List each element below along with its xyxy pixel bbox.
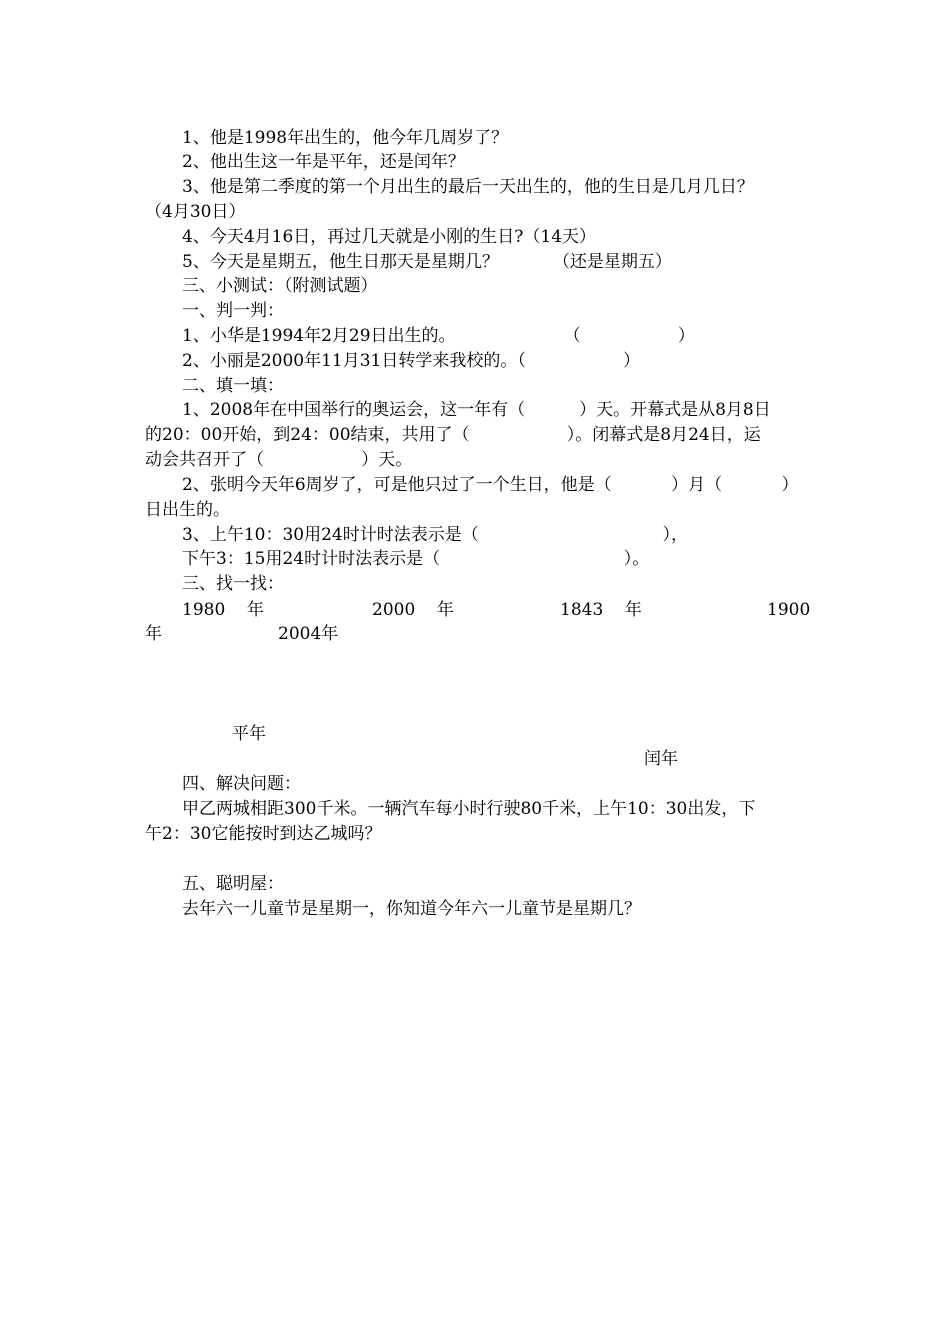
section-heading-test: 三、小测试：（附测试题） xyxy=(182,276,378,296)
fill-item-2-line-1: 2、张明今天年6周岁了，可是他只过了一个生日，他是（ ）月（ ） xyxy=(182,475,799,495)
year-1900-suffix: 年 xyxy=(145,624,162,644)
fill-item-1-line-3: 动会共召开了（ ）天。 xyxy=(145,450,413,470)
question-line-4: 4、今天4月16日，再过几天就是小刚的生日?（14天） xyxy=(182,227,597,247)
section-heading-smart-house: 五、聪明屋： xyxy=(182,874,284,894)
judge-item-2: 2、小丽是2000年11月31日转学来我校的。（ ） xyxy=(182,351,641,371)
solve-problem-line-2: 午2：30它能按时到达乙城吗？ xyxy=(145,824,382,844)
year-1900: 1900 xyxy=(767,600,811,620)
fill-item-1-line-2: 的20：00开始，到24：00结束，共用了（ ）。闭幕式是8月24日，运 xyxy=(145,425,761,445)
fill-item-3-line-2: 下午3：15用24时计时法表示是（ ）。 xyxy=(182,549,650,569)
fill-item-3-line-1: 3、上午10：30用24时计时法表示是（ ）， xyxy=(182,525,688,545)
question-line-3: 3、他是第二季度的第一个月出生的最后一天出生的，他的生日是几月几日？ xyxy=(182,177,754,197)
label-leap-year: 闰年 xyxy=(644,749,678,769)
section-heading-solve: 四、解决问题： xyxy=(182,774,301,794)
section-heading-find: 三、找一找： xyxy=(182,574,284,594)
year-1980: 1980 年 xyxy=(182,600,264,620)
label-common-year: 平年 xyxy=(232,724,266,744)
judge-item-1: 1、小华是1994年2月29日出生的。 （ ） xyxy=(182,326,695,346)
fill-item-2-line-2: 日出生的。 xyxy=(145,500,230,520)
question-line-5: 5、今天是星期五，他生日那天是星期几？ （还是星期五） xyxy=(182,252,672,272)
year-1843: 1843 年 xyxy=(560,600,642,620)
question-line-1: 1、他是1998年出生的，他今年几周岁了？ xyxy=(182,128,509,148)
fill-item-1-line-1: 1、2008年在中国举行的奥运会，这一年有（ ）天。开幕式是从8月8日 xyxy=(182,400,771,420)
year-2004: 2004年 xyxy=(278,624,339,644)
year-2000: 2000 年 xyxy=(372,600,454,620)
section-heading-judge: 一、判一判： xyxy=(182,301,284,321)
answer-line-3: （4月30日） xyxy=(145,202,246,222)
solve-problem-line-1: 甲乙两城相距300千米。一辆汽车每小时行驶80千米，上午10：30出发，下 xyxy=(182,799,756,819)
smart-house-question: 去年六一儿童节是星期一，你知道今年六一儿童节是星期几？ xyxy=(182,899,641,919)
section-heading-fill: 二、填一填： xyxy=(182,376,284,396)
question-line-2: 2、他出生这一年是平年，还是闰年？ xyxy=(182,152,465,172)
